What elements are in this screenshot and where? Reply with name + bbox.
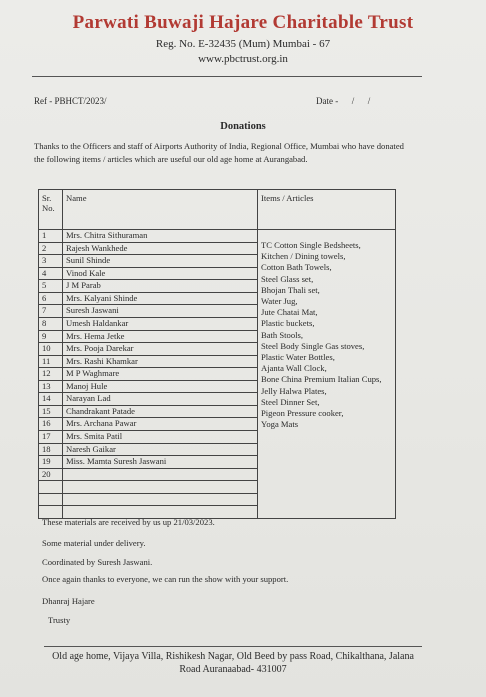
donor-name-cell: Mrs. Smita Patil	[63, 431, 258, 444]
sr-no-cell: 12	[39, 368, 63, 381]
donor-name-cell: Manoj Hule	[63, 380, 258, 393]
received-note: These materials are received by us up 21/03/2023.	[42, 517, 215, 527]
item-entry: Water Jug,	[261, 296, 298, 307]
item-entry: TC Cotton Single Bedsheets,	[261, 240, 361, 250]
donor-name-cell: Miss. Mamta Suresh Jaswani	[63, 456, 258, 469]
donor-name-cell: Mrs. Hema Jetke	[63, 330, 258, 343]
sr-no-cell: 18	[39, 443, 63, 456]
donor-name-cell: J M Parab	[63, 280, 258, 293]
donor-name-cell: Umesh Haldankar	[63, 317, 258, 330]
footer-address: Old age home, Vijaya Villa, Rishikesh Nagar, Old Beed by pass Road, Chikalthana, Jalana Road Auranaabad- 431007	[52, 651, 414, 675]
coordinator-note: Coordinated by Suresh Jaswani.	[42, 557, 153, 567]
table-header-row	[39, 190, 396, 230]
item-entry: Ajanta Wall Clock,	[261, 363, 327, 374]
item-entry: Yoga Mats	[261, 419, 299, 430]
donor-name-cell: Naresh Gaikar	[63, 443, 258, 456]
header-divider	[32, 76, 422, 77]
sr-no-cell: 4	[39, 267, 63, 280]
sr-no-cell: 16	[39, 418, 63, 431]
col-header-sr-no: Sr. No.	[39, 190, 63, 230]
reference-number: Ref - PBHCT/2023/	[34, 96, 107, 106]
donor-name-cell: Rajesh Wankhede	[63, 242, 258, 255]
donor-name-cell: Suresh Jaswani	[63, 305, 258, 318]
item-entry: Steel Body Single Gas stoves,	[261, 340, 365, 351]
sr-no-cell: 5	[39, 280, 63, 293]
table-row	[39, 230, 396, 243]
item-entry: Plastic buckets,	[261, 318, 315, 329]
donor-name-cell	[63, 493, 258, 506]
donor-name-cell: Mrs. Archana Pawar	[63, 418, 258, 431]
sr-no-cell: 20	[39, 468, 63, 481]
sr-no-cell: 14	[39, 393, 63, 406]
sr-no-cell: 9	[39, 330, 63, 343]
registration-number: Reg. No. E-32435 (Mum) Mumbai - 67	[155, 38, 331, 50]
thanks-note: Once again thanks to everyone, we can run the show with your support.	[42, 574, 289, 584]
item-entry: Bhojan Thali set,	[261, 284, 320, 295]
delivery-note: Some material under delivery.	[42, 538, 146, 548]
sr-no-cell: 2	[39, 242, 63, 255]
donor-name-cell: Narayan Lad	[63, 393, 258, 406]
donor-name-cell: Mrs. Pooja Darekar	[63, 343, 258, 356]
item-entry: Bath Stools,	[261, 329, 304, 340]
trust-name: Parwati Buwaji Hajare Charitable Trust	[72, 12, 414, 33]
sr-no-cell: 1	[39, 230, 63, 243]
donor-name-cell: Mrs. Chitra Sithuraman	[63, 230, 258, 243]
signatory-designation: Trusty	[48, 615, 71, 625]
sr-no-cell: 19	[39, 456, 63, 469]
donor-name-cell: Sunil Shinde	[63, 255, 258, 268]
item-entry: Steel Dinner Set,	[261, 396, 320, 407]
donor-name-cell: M P Waghmare	[63, 368, 258, 381]
donor-name-cell: Chandrakant Patade	[63, 405, 258, 418]
col-header-items: Items / Articles	[258, 190, 396, 230]
sr-no-cell: 17	[39, 431, 63, 444]
sr-no-cell	[39, 481, 63, 494]
donor-name-cell: Vinod Kale	[63, 267, 258, 280]
col-header-name: Name	[63, 190, 258, 230]
item-entry: Bone China Premium Italian Cups,	[261, 374, 382, 385]
sr-no-cell: 11	[39, 355, 63, 368]
sr-no-cell: 15	[39, 405, 63, 418]
footer-divider	[44, 646, 422, 647]
item-entry: Jute Chatai Mat,	[261, 307, 318, 318]
signatory-name: Dhanraj Hajare	[42, 596, 95, 606]
website: www.pbctrust.org.in	[198, 53, 288, 65]
sr-no-cell: 13	[39, 380, 63, 393]
items-list-cell	[258, 230, 396, 519]
item-entry: Jelly Halwa Plates,	[261, 385, 327, 396]
donations-table	[38, 189, 396, 519]
intro-paragraph: Thanks to the Officers and staff of Airports Authority of India, Regional Office, Mumbai who have donated the following items / articles which are useful our old age home at Aurangabad.	[34, 141, 404, 164]
item-entry: Kitchen / Dining towels,	[261, 251, 346, 262]
sr-no-cell: 8	[39, 317, 63, 330]
sr-no-cell: 3	[39, 255, 63, 268]
page-title: Donations	[220, 121, 266, 132]
item-entry: Plastic Water Bottles,	[261, 352, 335, 363]
donor-name-cell	[63, 468, 258, 481]
item-entry: Pigeon Pressure cooker,	[261, 408, 344, 419]
donor-name-cell	[63, 481, 258, 494]
donor-name-cell: Mrs. Kalyani Shinde	[63, 292, 258, 305]
date-field: Date - / /	[316, 96, 371, 106]
donor-name-cell: Mrs. Rashi Khamkar	[63, 355, 258, 368]
sr-no-cell: 7	[39, 305, 63, 318]
sr-no-cell: 6	[39, 292, 63, 305]
item-entry: Cotton Bath Towels,	[261, 262, 332, 273]
item-entry: Steel Glass set,	[261, 273, 314, 284]
sr-no-cell	[39, 493, 63, 506]
sr-no-cell: 10	[39, 343, 63, 356]
